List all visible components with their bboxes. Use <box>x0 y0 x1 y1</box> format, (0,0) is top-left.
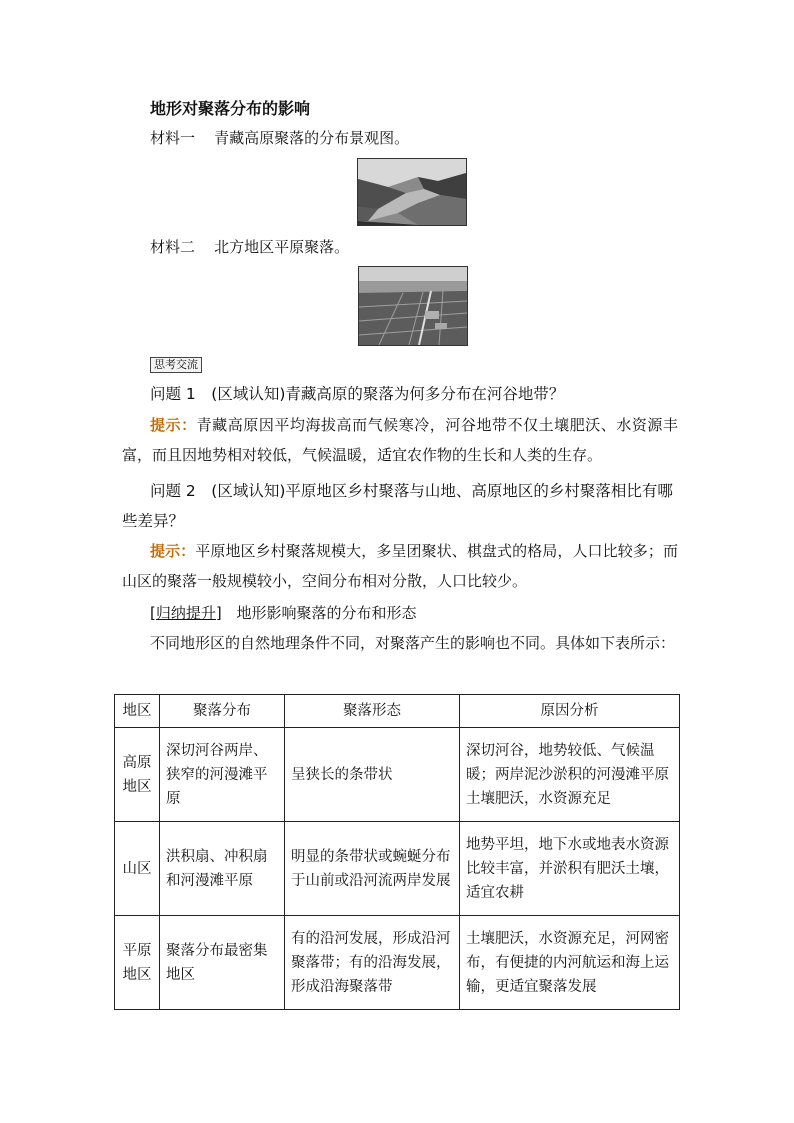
summary-title: 地形影响聚落的分布和形态 <box>236 604 417 622</box>
material-2 <box>150 236 349 257</box>
summary-bracket: [归纳提升] <box>150 604 222 622</box>
cell-region: 山区 <box>115 822 160 916</box>
cell-distribution: 深切河谷两岸、狭窄的河漫滩平原 <box>160 728 285 822</box>
answer-1 <box>122 410 678 470</box>
thinking-exchange-tag: 思考交流 <box>150 357 202 373</box>
cell-reason: 土壤肥沃，水资源充足，河网密布，有便捷的内河航运和海上运输，更适宜聚落发展 <box>460 916 680 1010</box>
material-1-text: 青藏高原聚落的分布景观图。 <box>214 129 410 147</box>
question-2: 问题 2 (区域认知)平原地区乡村聚落与山地、高原地区的乡村聚落相比有哪些差异？ <box>122 482 673 530</box>
answer-2-text: 平原地区乡村聚落规模大，多呈团聚状、棋盘式的格局，人口比较多；而山区的聚落一般规模较小，空间分布相对分散，人口比较少。 <box>122 542 678 590</box>
cell-reason: 深切河谷，地势较低、气候温暖；两岸泥沙淤积的河漫滩平原土壤肥沃，水资源充足 <box>460 728 680 822</box>
cell-reason: 地势平坦，地下水或地表水资源比较丰富，并淤积有肥沃土壤，适宜农耕 <box>460 822 680 916</box>
header-reason: 原因分析 <box>460 695 680 728</box>
answer-1-text: 青藏高原因平均海拔高而气候寒冷，河谷地带不仅土壤肥沃、水资源丰富，而且因地势相对较低，气候温暖，适宜农作物的生长和人类的生存。 <box>122 416 678 464</box>
hint-label: 提示： <box>150 542 196 560</box>
material-2-text: 北方地区平原聚落。 <box>214 238 350 256</box>
cell-form: 有的沿河发展，形成沿河聚落带；有的沿海发展，形成沿海聚落带 <box>285 916 460 1010</box>
plateau-valley-photo <box>357 158 467 226</box>
cell-distribution: 聚落分布最密集地区 <box>160 916 285 1010</box>
cell-region: 平原地区 <box>115 916 160 1010</box>
table-row <box>115 728 680 822</box>
table-header-row <box>115 695 680 728</box>
material-1-label: 材料一 <box>150 129 196 147</box>
terrain-settlement-table <box>114 694 680 1010</box>
header-distribution: 聚落分布 <box>160 695 285 728</box>
material-1 <box>150 127 409 148</box>
hint-label: 提示： <box>150 416 197 434</box>
plain-settlement-photo <box>358 266 468 346</box>
cell-distribution: 洪积扇、冲积扇和河漫滩平原 <box>160 822 285 916</box>
intro-paragraph: 不同地形区的自然地理条件不同，对聚落产生的影响也不同。具体如下表所示： <box>150 634 676 652</box>
table-row <box>115 822 680 916</box>
summary-heading <box>150 602 417 623</box>
answer-2 <box>122 536 678 596</box>
question-1: 问题 1 (区域认知)青藏高原的聚落为何多分布在河谷地带？ <box>150 385 565 403</box>
header-region: 地区 <box>115 695 160 728</box>
cell-form: 呈狭长的条带状 <box>285 728 460 822</box>
section-heading: 地形对聚落分布的影响 <box>150 99 311 118</box>
material-2-label: 材料二 <box>150 238 196 256</box>
cell-region: 高原地区 <box>115 728 160 822</box>
cell-form: 明显的条带状或蜿蜒分布于山前或沿河流两岸发展 <box>285 822 460 916</box>
header-form: 聚落形态 <box>285 695 460 728</box>
table-row <box>115 916 680 1010</box>
